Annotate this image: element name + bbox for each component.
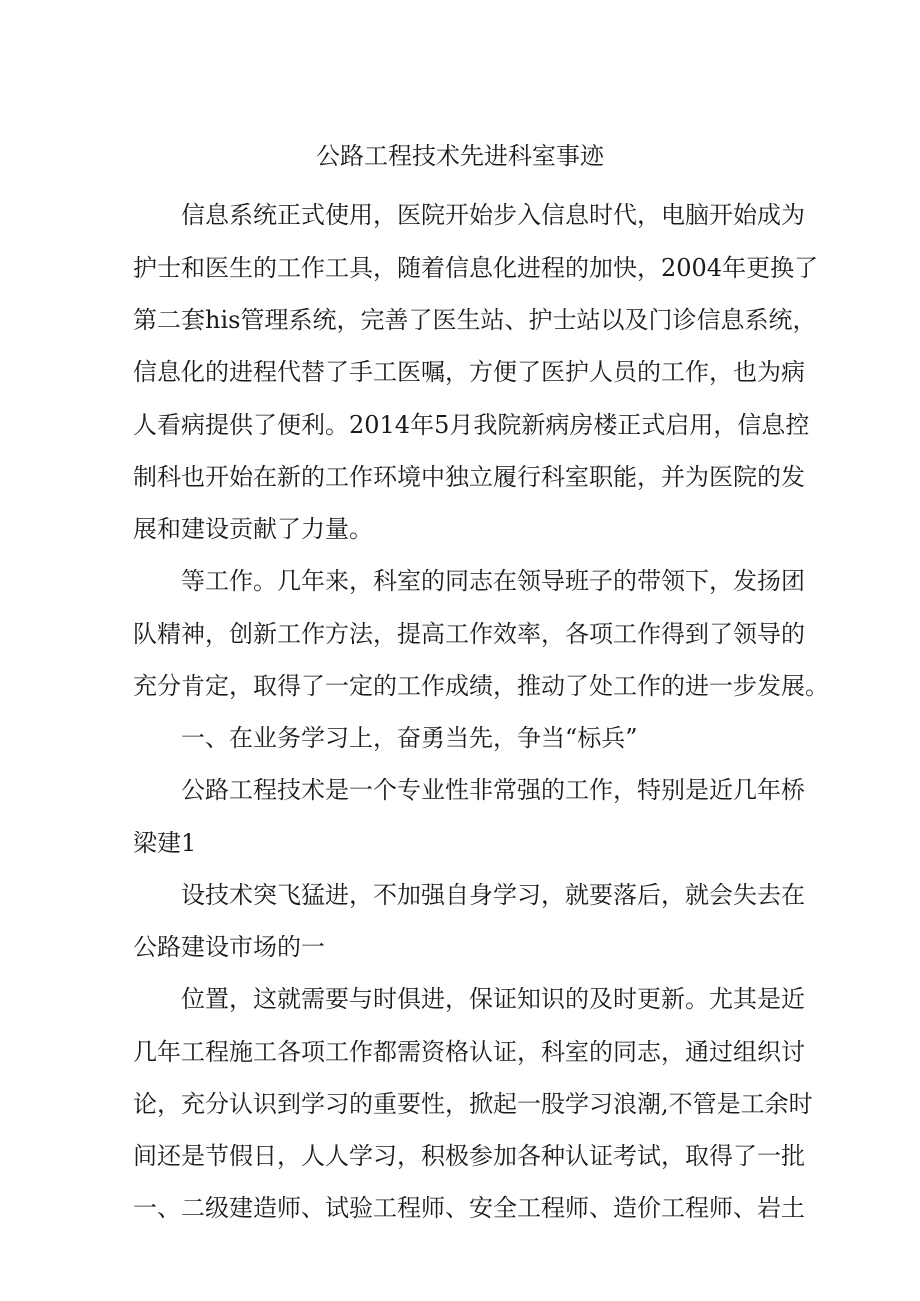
paragraph-line: 公路工程技术是一个专业性非常强的工作，特别是近几年桥 — [181, 776, 805, 804]
paragraph-line: 间还是节假日，人人学习，积极参加各种认证考试，取得了一批 — [133, 1142, 805, 1170]
paragraph-line: 队精神，创新工作方法，提高工作效率，各项工作得到了领导的 — [133, 620, 805, 648]
paragraph-line: 信息系统正式使用，医院开始步入信息时代，电脑开始成为 — [181, 201, 805, 229]
paragraph-line: 信息化的进程代替了手工医嘱，方便了医护人员的工作，也为病 — [133, 358, 805, 386]
paragraph-line: 等工作。几年来，科室的同志在领导班子的带领下，发扬团 — [181, 567, 805, 595]
paragraph-line: 第二套his管理系统，完善了医生站、护士站以及门诊信息系统， — [133, 306, 817, 334]
section-heading: 一、在业务学习上，奋勇当先，争当“标兵” — [181, 724, 638, 752]
document-title: 公路工程技术先进科室事迹 — [316, 142, 604, 170]
paragraph-line: 梁建1 — [133, 829, 197, 857]
paragraph-line: 人看病提供了便利。2014年5月我院新病房楼正式启用，信息控 — [133, 411, 810, 439]
paragraph-line: 展和建设贡献了力量。 — [133, 515, 373, 543]
paragraph-line: 公路建设市场的一 — [133, 933, 325, 961]
paragraph-line: 设技术突飞猛进，不加强自身学习，就要落后，就会失去在 — [181, 881, 805, 909]
paragraph-line: 位置，这就需要与时俱进，保证知识的及时更新。尤其是近 — [181, 985, 805, 1013]
paragraph-line: 几年工程施工各项工作都需资格认证，科室的同志，通过组织讨 — [133, 1038, 805, 1066]
paragraph-line: 一、二级建造师、试验工程师、安全工程师、造价工程师、岩土 — [133, 1194, 805, 1222]
paragraph-line: 护士和医生的工作工具，随着信息化进程的加快，2004年更换了 — [133, 254, 819, 282]
paragraph-line: 充分肯定，取得了一定的工作成绩，推动了处工作的进一步发展。 — [133, 672, 829, 700]
paragraph-line: 制科也开始在新的工作环境中独立履行科室职能，并为医院的发 — [133, 463, 805, 491]
paragraph-line: 论，充分认识到学习的重要性，掀起一股学习浪潮,不管是工余时 — [133, 1090, 813, 1118]
